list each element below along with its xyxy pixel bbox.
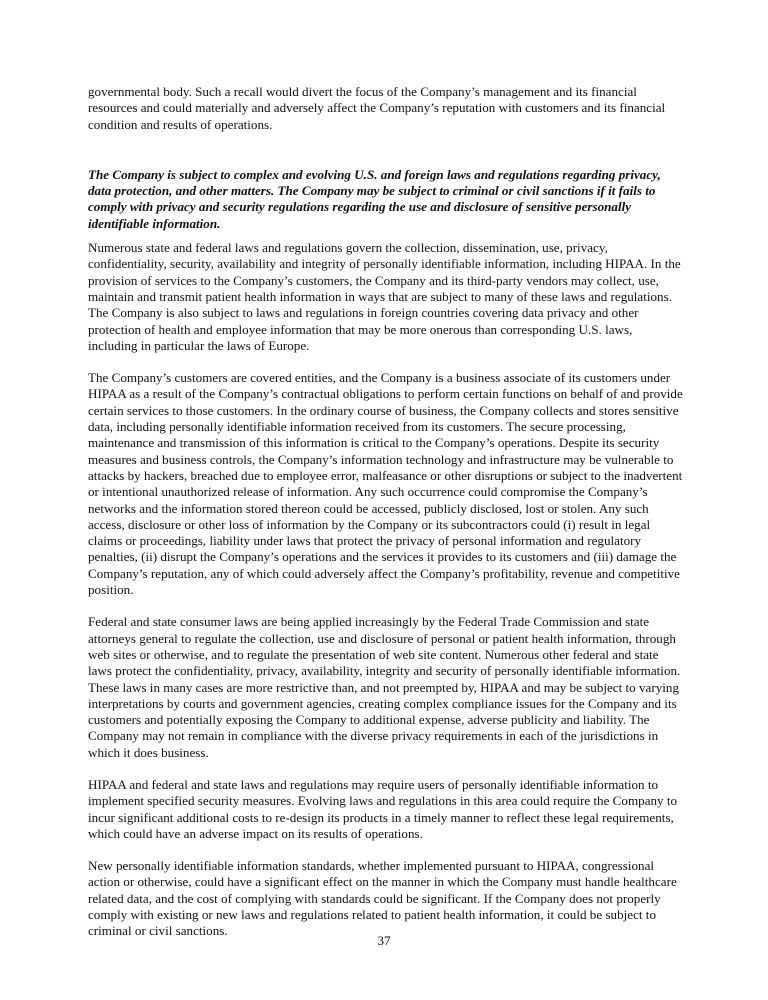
section-heading: The Company is subject to complex and evolving U.S. and foreign laws and regulations regarding privacy, data protection, and other matters. The Company may be subject to criminal or civil sanctions if it fails to comply with privacy and security regulations regarding the use and disclosure of sensitive personally identifiable information.: [88, 166, 661, 231]
document-page: [88, 84, 684, 956]
body-paragraph: HIPAA and federal and state laws and regulations may require users of personally identifiable information to implement specified security measures. Evolving laws and regulations in this area could require the Company to incur significant additional costs to re-design its products in a timely manner to reflect these legal requirements, which could have an adverse impact on its results of operations.: [88, 776, 678, 841]
body-paragraph: New personally identifiable information standards, whether implemented pursuant to HIPAA, congressional action or otherwise, could have a significant effect on the manner in which the Company must handle healthcare related data, and the cost of complying with standards could be significant. If the Company does not properly comply with existing or new laws and regulations related to patient health information, it could be subject to criminal or civil sanctions.: [88, 858, 677, 939]
intro-paragraph: governmental body. Such a recall would divert the focus of the Company’s management and its financial resources and could materially and adversely affect the Company’s reputation with customers and its financial condition and results of operations.: [88, 84, 666, 132]
body-paragraph: Federal and state consumer laws are being applied increasingly by the Federal Trade Commission and state attorneys general to regulate the collection, use and disclosure of personal or patient health information, through web sites or otherwise, and to regulate the presentation of web site content. Numerous other federal and state laws protect the confidentiality, privacy, availability, integrity and security of personally identifiable information. These laws in many cases are more restrictive than, and not preempted by, HIPAA and may be subject to varying interpretations by courts and government agencies, creating complex compliance issues for the Company and its customers and potentially exposing the Company to additional expense, adverse publicity and liability. The Company may not remain in compliance with the diverse privacy requirements in each of the jurisdictions in which it does business.: [88, 614, 681, 760]
page-number: 37: [377, 933, 391, 948]
body-paragraph: Numerous state and federal laws and regulations govern the collection, dissemination, use, privacy, confidentiality, security, availability and integrity of personally identifiable information, including HIPAA. In the provision of services to the Company’s customers, the Company and its third-party vendors may collect, use, maintain and transmit patient health information in ways that are subject to many of these laws and regulations. The Company is also subject to laws and regulations in foreign countries covering data privacy and other protection of health and employee information that may be more onerous than corresponding U.S. laws, including in particular the laws of Europe.: [88, 240, 681, 353]
body-paragraph: The Company’s customers are covered entities, and the Company is a business associate of its customers under HIPAA as a result of the Company’s contractual obligations to perform certain functions on behalf of and provide certain services to those customers. In the ordinary course of business, the Company collects and stores sensitive data, including personally identifiable information received from its customers. The secure processing, maintenance and transmission of this information is critical to the Company’s operations. Despite its security measures and business controls, the Company’s information technology and infrastructure may be vulnerable to attacks by hackers, breached due to employee error, malfeasance or other disruptions or subject to the inadvertent or intentional unauthorized release of information. Any such occurrence could compromise the Company’s networks and the information stored thereon could be accessed, publicly disclosed, lost or stolen. Any such access, disclosure or other loss of information by the Company or its subcontractors could (i) result in legal claims or proceedings, liability under laws that protect the privacy of personal information and regulatory penalties, (ii) disrupt the Company’s operations and the services it provides to its customers and (iii) damage the Company’s reputation, any of which could adversely affect the Company’s profitability, revenue and competitive position.: [88, 370, 683, 598]
